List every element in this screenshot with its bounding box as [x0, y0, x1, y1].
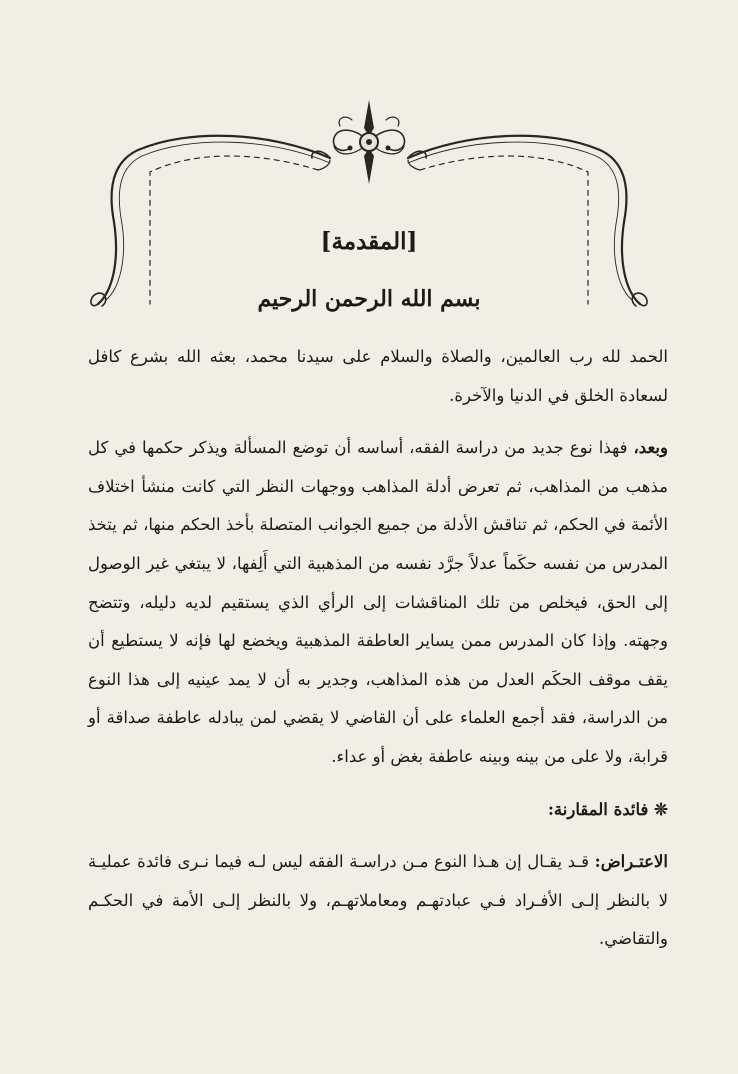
- paragraph-3-lead: الاعتـراض:: [594, 852, 668, 872]
- paragraph-1: [88, 338, 668, 415]
- paragraph-3-text: قـد يقـال إن هـذا النوع مـن دراسـة الفقه ليس لـه فيما نـرى فائدة عمليـة لا بالنظر إلـى الأفـراد فـي عبادتهـم ومعاملاتهـم، ولا بالنظر إلـى الأمة في الحكـم والتقاضي.: [88, 852, 668, 949]
- paragraph-2: [88, 429, 668, 776]
- paragraph-2-lead: وبعد،: [633, 438, 668, 458]
- paragraph-3: [88, 843, 668, 959]
- paragraph-1-text: الحمد لله رب العالمين، والصلاة والسلام على سيدنا محمد، بعثه الله بشرع كافل لسعادة الخلق في الدنيا والآخرة.: [88, 347, 668, 405]
- body-text: [88, 338, 668, 973]
- section-heading: ❊ فائدة المقارنة:: [547, 799, 668, 819]
- chapter-title: [المقدمة]: [320, 228, 418, 255]
- basmala-heading: بسم الله الرحمن الرحيم: [257, 286, 481, 312]
- paragraph-2-text: فهذا نوع جديد من دراسة الفقه، أساسه أن توضع المسألة ويذكر حكمها في كل مذهب من المذاهب، ثم تعرض أدلة المذاهب ووجهات النظر التي كانت منشأ اختلاف الأئمة في الحكم، ثم تناقش الأدلة من جميع الجوانب المتصلة بأخذ الحكم منها، ثم يتخذ المدرس من نفسه حكَماً عدلاً جرَّد نفسه من المذهبية التي أَلِفها، لا يبتغي غير الوصول إلى الحق، فيخلص من تلك المناقشات إلى الرأي الذي يستقيم لديه دليله، وتتضح وجهته. وإذا كان المدرس ممن يساير العاطفة المذهبية ويخضع لها فإنه لا يستطيع أن يقف موقف الحكَم العدل من هذه المذاهب، وجدير به أن لا يمد عينيه إلى هذا النوع من الدراسة، فقد أجمع العلماء على أن القاضي لا يقضي لمن يبادله عاطفة صداقة أو قرابة، ولا على من بينه وبينه عاطفة بغض أو عداء.: [88, 438, 668, 766]
